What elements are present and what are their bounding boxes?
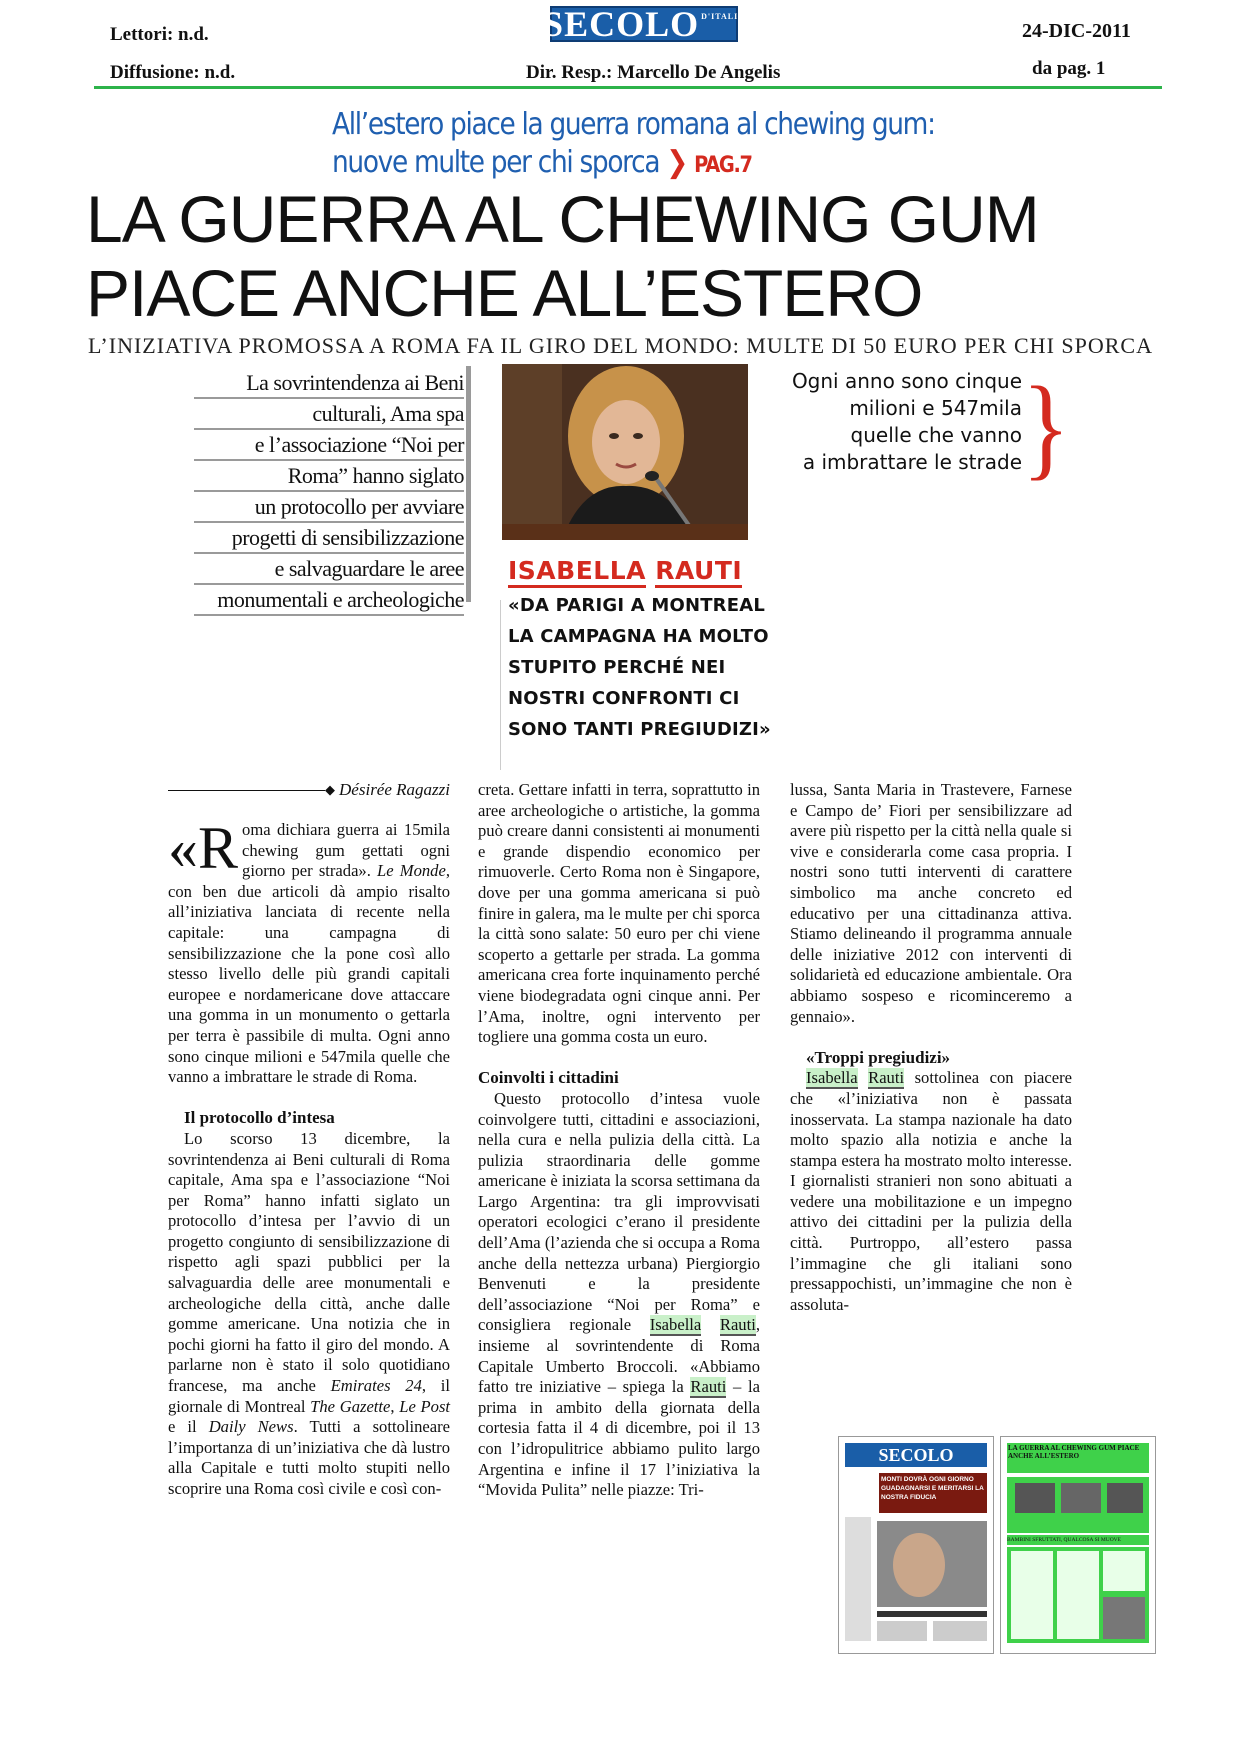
summary-box (194, 368, 464, 616)
portrait-illustration (502, 364, 748, 540)
article-column-3 (790, 780, 1072, 1315)
header-divider (94, 86, 1162, 89)
readers-label: Lettori: n.d. (110, 24, 209, 45)
text-run: – la prima in ambito della giornata della cortesia fatta il 4 di dicembre, poi il 13 con l’idropulitrice abbiamo pulito largo Argentina e infine il 17 l’iniziativa la “Movida Pulita” nelle piazze: Tri- (478, 1377, 760, 1500)
column-divider (500, 600, 501, 770)
publication-name: Daily News (208, 1417, 294, 1437)
text-run: Questo protocollo d’intesa vuole coinvolgere tutti, cittadini e associazioni, nella cura e nella pulizia della città. La pulizia straordinaria delle gomme americane è iniziata la scorsa settimana da Largo Argentina: tra gli improvvisati operatori ecologici c’erano il presidente dell’Ama (l’azienda che si occupa a Roma anche della nettezza urbana) Piergiorgio Benvenuti e la presidente dell’associazione “Noi per Roma” e consigliera regionale (478, 1088, 760, 1335)
text-run: e il (168, 1417, 209, 1437)
headline (86, 182, 1176, 330)
thumbnail-layout-graphic (839, 1517, 993, 1647)
summary-line: e l’associazione “Noi per (194, 430, 464, 461)
text-run: Lo scorso 13 dicembre, la sovrintendenza ai Beni culturali di Roma capitale, Ama spa e l’associazione “Noi per Roma” hanno infatti siglato un protocollo d’intesa per l’avvio di un progetto congiunto di sensibilizzazione di rispetto agli spazi pubblici per la salvaguardia delle aree monumentali e archeologiche della città, anche dalle gomme americane. Una notizia che in pochi giorni ha fatto il giro del mondo. A parlarne non è stato il solo quotidiano francese, ma anche (168, 1128, 450, 1396)
person-quote-line: «DA PARIGI A MONTREAL (508, 595, 766, 616)
highlighted-name: Isabella (806, 1068, 858, 1088)
summary-line: progetti di sensibilizzazione (194, 523, 464, 554)
spacer (168, 1088, 450, 1109)
thumbnail-photos-graphic (1001, 1475, 1155, 1535)
person-quote-line: STUPITO PERCHÉ NEI (508, 657, 726, 678)
kicker-line-2-text: nuove multe per chi sporca (332, 145, 660, 180)
author-name: Désirée Ragazzi (339, 780, 450, 799)
spacer (478, 1048, 760, 1069)
page-reference: da pag. 1 (1032, 58, 1106, 79)
publication-name: Emirates 24 (330, 1376, 422, 1396)
text-run: . Tutti a sottolineare l’importanza di un’iniziativa che dà lustro alla Capitale e tutti molto stupiti nello scoprire una Roma così civile e così con- (168, 1417, 450, 1498)
paragraph (790, 1068, 1072, 1315)
subheadline: L’INIZIATIVA PROMOSSA A ROMA FA IL GIRO DEL MONDO: MULTE DI 50 EURO PER CHI SPORCA (88, 333, 1153, 358)
summary-line: monumentali e archeologiche (194, 585, 464, 616)
director-label: Dir. Resp.: Marcello De Angelis (526, 62, 781, 83)
section-heading: «Troppi pregiudizi» (806, 1047, 951, 1067)
summary-line: La sovrintendenza ai Beni (194, 368, 464, 399)
article-column-1 (168, 815, 451, 1500)
person-quote-line: SONO TANTI PREGIUDIZI» (508, 719, 771, 740)
kicker-line-2 (332, 144, 948, 185)
secolo-logo: SECOLO D'ITALIA (543, 4, 745, 44)
paragraph (478, 1089, 760, 1501)
publication-name: The Gazette (310, 1396, 391, 1416)
paragraph (168, 1129, 450, 1500)
text-run: oma dichiara guerra ai 15mila chewing gum gettati ogni giorno per strada». (242, 820, 450, 881)
person-quote (508, 590, 778, 745)
drop-cap: «R (168, 815, 239, 881)
byline (168, 780, 450, 800)
spacer (790, 1027, 1072, 1048)
front-page-thumbnail (838, 1436, 994, 1654)
paragraph (168, 815, 450, 1088)
text-run: , con ben due articoli dà ampio risalto all’iniziativa lanciata di recente nella capitale: una campagna di sensibilizzazione che la pone così allo stesso livello delle più grandi capitali europee e nordamericane dove attaccare una gomma in un monumento o gettarla per terra è passibile di multa. Ogni anno sono cinque milioni e 547mila quelle che vanno a imbrattare le strade di Roma. (168, 861, 450, 1087)
text-run: , il giornale di Montreal (168, 1376, 450, 1416)
circulation-label: Diffusione: n.d. (110, 62, 236, 83)
summary-side-bar (466, 366, 471, 602)
pullquote-line: milioni e 547mila (849, 396, 1022, 420)
paragraph: creta. Gettare infatti in terra, soprattutto in aree archeologiche o artistiche, la gomma può creare danni consistenti ai monumenti e grande dispendio economico per rimuoverle. Certo Roma non è Singapore, dove per una gomma americana si può finire in galera, ma le multe per chi sporca la città sono salate: 50 euro per chi viene scoperto a gettarle per strada. La gomma americana crea forte inquinamento perché viene biodegradata ogni cinque anni. Per l’Ama, inoltre, ogni intervento per togliere una gomma costa un euro. (478, 780, 760, 1047)
headline-line-1: LA GUERRA AL CHEWING GUM (86, 182, 1039, 256)
highlighted-name: Rauti (690, 1377, 727, 1397)
section-heading: Coinvolti i cittadini (478, 1068, 619, 1088)
person-first-name: ISABELLA (508, 556, 646, 588)
person-name (508, 556, 742, 585)
headline-line-2: PIACE ANCHE ALL’ESTERO (86, 256, 923, 330)
highlighted-name: Rauti (719, 1315, 756, 1335)
article-column-2 (478, 780, 760, 1501)
thumbnail-headline: LA GUERRA AL CHEWING GUM PIACE ANCHE ALL’ESTERO (1007, 1443, 1149, 1473)
publication-name: Le Post (399, 1396, 451, 1416)
thumbnail-body-graphic (1001, 1545, 1155, 1645)
person-quote-line: NOSTRI CONFRONTI CI (508, 688, 740, 709)
thumbnail-subheadline: BAMBINI SFRUTTATI, QUALCOSA SI MUOVE (1007, 1535, 1149, 1545)
publication-name: Le Monde (377, 861, 446, 881)
pullquote-line: Ogni anno sono cinque (791, 369, 1022, 393)
pullquote-line: quelle che vanno (850, 423, 1022, 447)
chevron-right-icon: ❯ (666, 145, 688, 180)
person-last-name: RAUTI (655, 556, 742, 588)
kicker-page: PAG.7 (694, 153, 752, 178)
text-run: , (390, 1396, 400, 1416)
portrait-photo (502, 364, 748, 540)
issue-date: 24-DIC-2011 (1022, 20, 1131, 42)
byline-rule (168, 790, 325, 791)
summary-line: e salvaguardare le aree (194, 554, 464, 585)
text-run: , insieme al sovrintendente di Roma Capitale Umberto Broccoli. «Abbiamo fatto tre iniziative – spiega la (478, 1315, 760, 1397)
summary-line: un protocollo per avviare (194, 492, 464, 523)
summary-line: culturali, Ama spa (194, 399, 464, 430)
person-quote-line: LA CAMPAGNA HA MOLTO (508, 626, 769, 647)
summary-line: Roma” hanno siglato (194, 461, 464, 492)
paragraph: lussa, Santa Maria in Trastevere, Farnese e Campo de’ Fiori per sensibilizzare ad avere più rispetto per la città nella quale si vive e considerarla come casa propria. I nostri sono tutti interventi di carattere simbolico ma anche concreto ed educativo per una cittadinanza attiva. Stiamo delineando il programma annuale delle iniziative 2012 con interventi di solidarietà ed educazione ambientale. Ora abbiamo sospeso e ricominceremo a gennaio». (790, 780, 1072, 1026)
section-heading: Il protocollo d’intesa (184, 1108, 335, 1128)
highlighted-name: Isabella (649, 1315, 702, 1335)
side-pullquote (776, 368, 1022, 476)
text-run: sottolinea con piacere che «l’iniziativa non è passata inosservata. La stampa nazionale ha dato molto spazio alla notizia e anche la stampa estera ha mostrato molto interesse. I giornalisti stranieri non sono abituati a vedere una mobilitazione e un impegno attivo dei cittadini per la pulizia della città. Purtroppo, all’estero passa l’immagine che gli italiani sono pressappochisti, un’immagine che non è assoluta- (790, 1068, 1072, 1314)
pullquote-line: a imbrattare le strade (802, 450, 1022, 474)
kicker-line-1: All’estero piace la guerra romana al chewing gum: (332, 107, 935, 142)
article-page-thumbnail (1000, 1436, 1156, 1654)
thumbnail-logo: SECOLO (845, 1443, 987, 1467)
kicker (332, 106, 948, 185)
thumbnail-headline: MONTI DOVRÀ OGNI GIORNO GUADAGNARSI E MERITARSI LA NOSTRA FIDUCIA (879, 1473, 987, 1513)
brace-icon: } (1022, 362, 1070, 491)
highlighted-name: Rauti (868, 1068, 905, 1088)
diamond-icon: ◆ (325, 782, 336, 797)
